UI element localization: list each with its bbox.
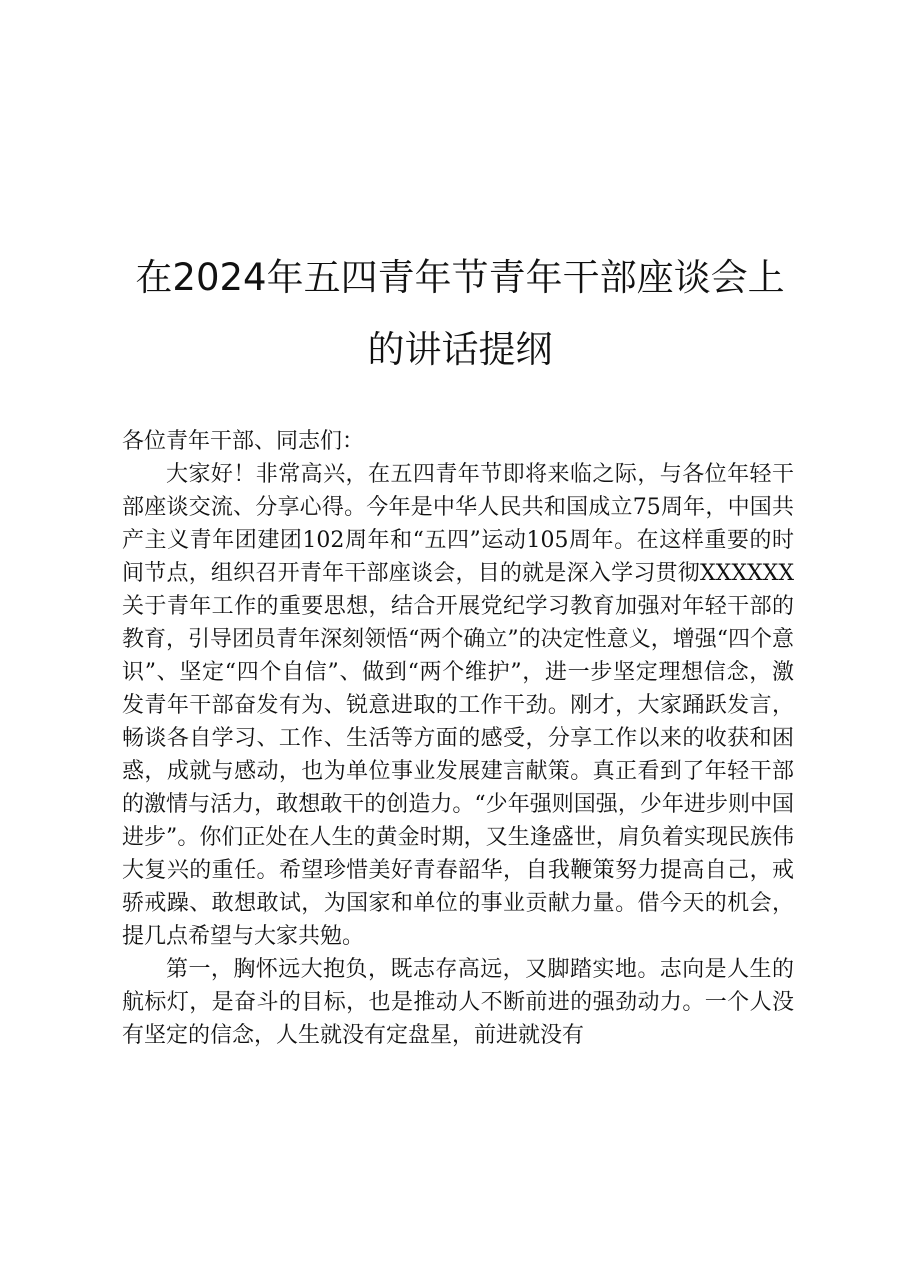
salutation: 各位青年干部、同志们： — [122, 429, 365, 454]
document-title: 在2024年五四青年节青年干部座谈会上的讲话提纲 — [135, 256, 785, 371]
document-body — [122, 425, 794, 1052]
body-paragraph: 第一，胸怀远大抱负，既志存高远，又脚踏实地。志向是人生的航标灯，是奋斗的目标，也是推动人不断前进的强劲动力。一个人没有坚定的信念，人生就没有定盘星，前进就没有 — [122, 957, 794, 1048]
body-paragraph: 大家好！非常高兴，在五四青年节即将来临之际，与各位年轻干部座谈交流、分享心得。今年是中华人民共和国成立75周年，中国共产主义青年团建团102周年和“五四”运动105周年。在这样重要的时间节点，组织召开青年干部座谈会，目的就是深入学习贯彻XXXXXX关于青年工作的重要思想，结合开展党纪学习教育加强对年轻干部的教育，引导团员青年深刻领悟“两个确立”的决定性意义，增强“四个意识”、坚定“四个自信”、做到“两个维护”，进一步坚定理想信念，激发青年干部奋发有为、锐意进取的工作干劲。刚才，大家踊跃发言，畅谈各自学习、工作、生活等方面的感受，分享工作以来的收获和困惑，成就与感动，也为单位事业发展建言献策。真正看到了年轻干部的激情与活力，敢想敢干的创造力。“少年强则国强，少年进步则中国进步”。你们正处在人生的黄金时期，又生逢盛世，肩负着实现民族伟大复兴的重任。希望珍惜美好青春韶华，自我鞭策努力提高自己，戒骄戒躁、敢想敢试，为国家和单位的事业贡献力量。借今天的机会，提几点希望与大家共勉。 — [122, 462, 794, 949]
